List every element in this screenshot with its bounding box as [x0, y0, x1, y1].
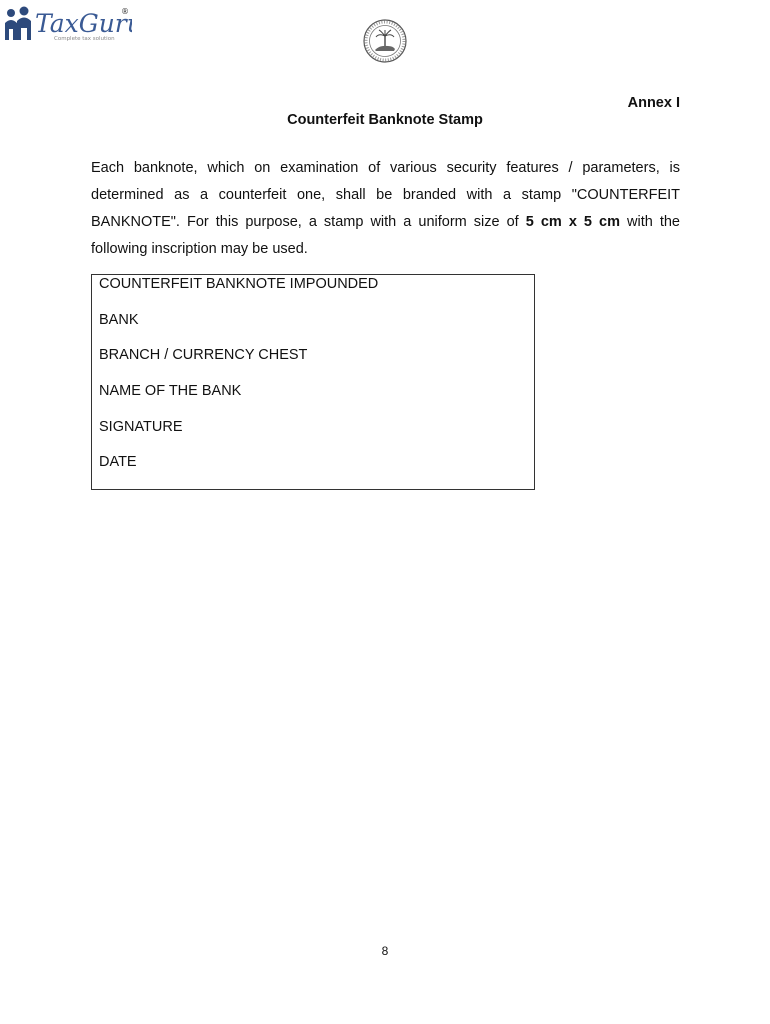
annex-label: Annex I [627, 95, 680, 111]
body-paragraph [91, 155, 680, 263]
document-title: Counterfeit Banknote Stamp [287, 112, 483, 128]
stamp-line-bank-name: NAME OF THE BANK [99, 383, 242, 399]
stamp-inscription-box [91, 274, 535, 490]
svg-text:Complete tax solution: Complete tax solution [54, 36, 115, 42]
svg-text:®: ® [121, 7, 129, 16]
stamp-size-bold: 5 cm x 5 cm [525, 214, 620, 230]
stamp-line-impounded: COUNTERFEIT BANKNOTE IMPOUNDED [99, 276, 379, 292]
page-number: 8 [381, 944, 389, 958]
stamp-line-signature: SIGNATURE [99, 419, 183, 435]
paragraph-part-2: with the following inscription may be used. [91, 214, 681, 257]
paragraph-part-1: Each banknote, which on examination of various security features / parameters, is determined as a counterfeit one, shall be branded with a stamp "COUNTERFEIT BANKNOTE". For this purpose, a stamp with a uniform size of [91, 160, 680, 230]
taxguru-logo [2, 2, 132, 42]
svg-text:TaxGuru: TaxGur [35, 9, 127, 38]
rbi-seal-emblem [362, 18, 408, 64]
stamp-line-branch: BRANCH / CURRENCY CHEST [99, 347, 308, 363]
stamp-line-date: DATE [99, 454, 137, 470]
stamp-line-bank: BANK [99, 312, 139, 328]
